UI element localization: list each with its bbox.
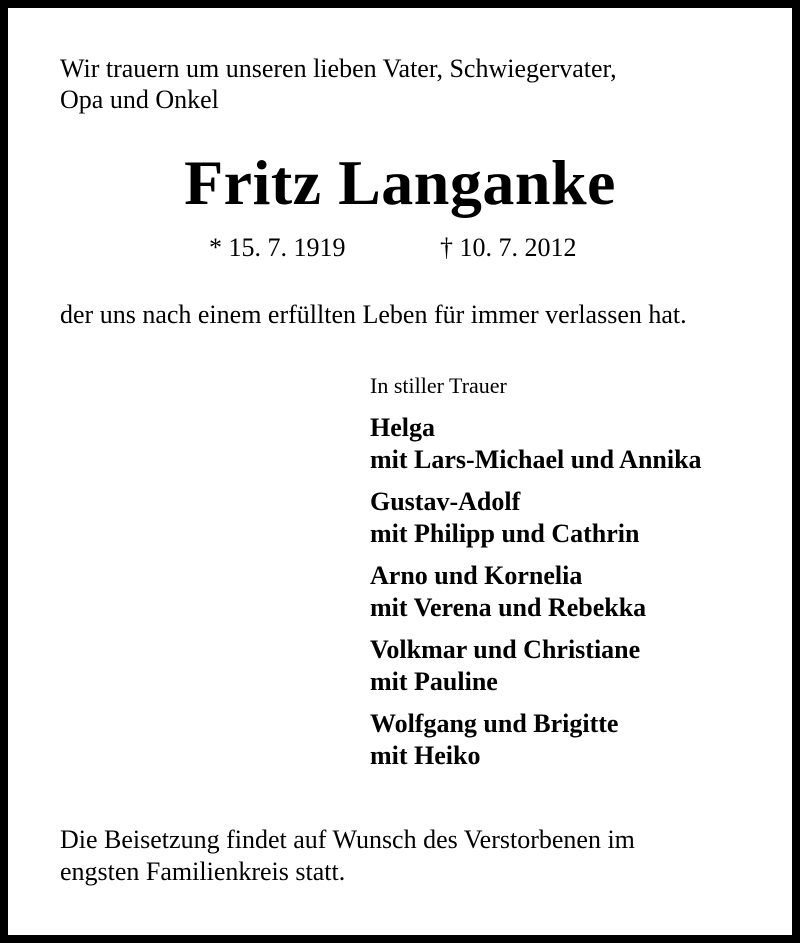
family-entry (370, 560, 770, 624)
family-entry (370, 412, 770, 476)
family-line-1: Arno und Kornelia (370, 561, 583, 590)
family-entry (370, 486, 770, 550)
intro-text (60, 53, 760, 115)
mourners-block (370, 372, 770, 782)
family-line-1: Gustav-Adolf (370, 487, 521, 516)
family-line-1: Volkmar und Christiane (370, 635, 641, 664)
family-line-2: mit Lars-Michael und Annika (370, 445, 702, 474)
funeral-notice (60, 824, 760, 888)
intro-line-2: Opa und Onkel (60, 85, 219, 114)
funeral-line-2: engsten Familienkreis statt. (60, 857, 346, 886)
family-line-2: mit Pauline (370, 667, 498, 696)
family-line-2: mit Heiko (370, 741, 481, 770)
family-line-2: mit Verena und Rebekka (370, 593, 647, 622)
family-line-1: Helga (370, 413, 435, 442)
birth-date: * 15. 7. 1919 (209, 233, 346, 262)
funeral-line-1: Die Beisetzung findet auf Wunsch des Verstorbenen im (60, 825, 635, 854)
deceased-name: Fritz Langanke (184, 147, 616, 218)
family-entry (370, 708, 770, 772)
intro-line-1: Wir trauern um unseren lieben Vater, Schwiegervater, (60, 54, 617, 83)
statement-text: der uns nach einem erfüllten Leben für immer verlassen hat. (60, 300, 687, 329)
family-entry (370, 634, 770, 698)
death-date: † 10. 7. 2012 (440, 233, 577, 262)
mourning-heading: In stiller Trauer (370, 373, 507, 398)
family-line-1: Wolfgang und Brigitte (370, 709, 619, 738)
family-line-2: mit Philipp und Cathrin (370, 519, 640, 548)
